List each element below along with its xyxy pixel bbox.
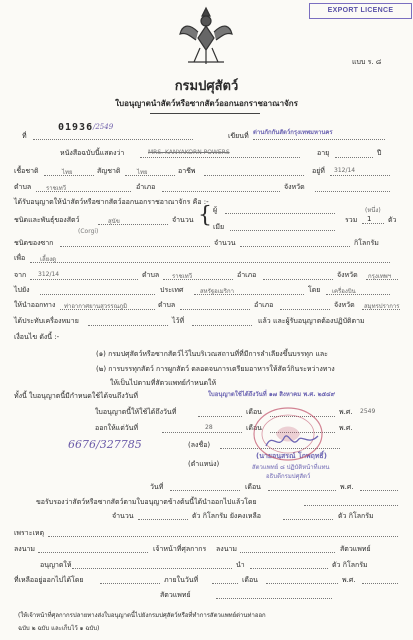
subdistrict-value: ราชเทวี — [46, 185, 67, 192]
male-label: ผู้ — [213, 206, 218, 214]
to-label: ไปยัง — [14, 286, 30, 294]
via-value: เครื่องบิน — [332, 288, 356, 295]
serial-suffix: /2549 — [93, 123, 114, 131]
carcass-amount-label: จำนวน — [214, 239, 236, 247]
purpose-value: เลี้ยงดู — [40, 256, 57, 263]
bring-label: นำ — [236, 561, 245, 569]
written-at-label: เขียนที่ — [228, 132, 249, 140]
exit-subdistrict-label: ตำบล — [158, 301, 176, 309]
kind-label: ชนิดและพันธุ์ของสัตว์ — [14, 216, 80, 224]
mark-label: ได้ประทับเครื่องหมาย — [14, 317, 79, 325]
position-label: (ตำแหน่ง) — [188, 460, 220, 468]
nationality-label: เชื้อชาติ — [14, 167, 39, 175]
issued-month-label: เดือน — [246, 424, 262, 432]
unit-kg-2: ตัว กิโลกรัม — [332, 561, 368, 569]
lower-day-label: วันที่ — [150, 483, 164, 491]
total-value: 1 — [367, 215, 372, 223]
from-subdistrict-label: ตำบล — [142, 271, 160, 279]
occupation-label: อาชีพ — [178, 167, 196, 175]
because-label: เพราะเหตุ — [14, 529, 45, 537]
mark-where-label: ไว้ที่ — [172, 317, 185, 325]
mark-tail: แล้ว และผู้รับอนุญาตต้องปฏิบัติตาม — [258, 317, 365, 325]
address-value: 312/14 — [334, 167, 356, 174]
signer-title-2: อธิบดีกรมปศุสัตว์ — [266, 473, 311, 480]
remaining-label: ที่เหลืออยู่ออกไปได้โดย — [14, 576, 84, 584]
page-title: กรมปศุสัตว์ — [174, 79, 239, 94]
garuda-emblem — [178, 4, 234, 66]
citizenship-label: สัญชาติ — [97, 167, 121, 175]
from-value: 312/14 — [38, 271, 60, 278]
from-subdistrict-value: ราชเทวี — [172, 273, 193, 280]
lower-amount-label: จำนวน — [112, 512, 134, 520]
valid-stamp: ใบอนุญาตใช้ได้ถึงวันที่ ๑๗ สิงหาคม พ.ศ. ๒๕๔๙ — [208, 391, 336, 398]
issued-label: ออกให้แต่วันที่ — [95, 424, 139, 432]
female-label: เมีย — [213, 223, 225, 231]
age-label: อายุ — [317, 149, 330, 157]
district-label: อำเภอ — [136, 183, 156, 191]
cert-value: MRS. KANYAKORN POWERS — [148, 149, 230, 156]
kg-label: กิโลกรัม — [354, 239, 379, 247]
vet-label: สัตวแพทย์ — [340, 545, 371, 553]
valid-year-value: 2549 — [360, 408, 376, 415]
kind-value: สุนัข — [108, 218, 120, 225]
citizenship-value: ไทย — [137, 169, 148, 176]
valid-tail: ใบอนุญาตนี้ให้ใช้ได้ถึงวันที่ — [95, 408, 177, 416]
from-district-label: อำเภอ — [237, 271, 257, 279]
via-label: โดย — [308, 286, 321, 294]
exit-province-value: สมุทรปราการ — [364, 303, 400, 310]
condition-1: (๑) กรมปศุสัตว์หรือซากสัตว์ไว้ในบริเวณสถานที่ที่มีการลำเลียงขึ้นบรรทุก และ — [96, 350, 328, 358]
sign-label: (ลงชื่อ) — [188, 441, 211, 449]
form-code: แบบ ร. ๘ — [352, 58, 382, 66]
purpose-label: เพื่อ — [14, 254, 26, 262]
lower-month-label-2: เดือน — [242, 576, 258, 584]
total-label: รวม — [345, 216, 358, 224]
subdistrict-label: ตำบล — [14, 183, 32, 191]
from-province-label: จังหวัด — [337, 271, 358, 279]
exit-province-label: จังหวัด — [334, 301, 355, 309]
request-line: ขอรับรองว่าสัตว์หรือซากสัตว์ตามใบอนุญาตข้างต้นนี้ได้นำออกไปแล้วโดย — [36, 498, 257, 506]
valid-label: ทั้งนี้ ใบอนุญาตนี้มีกำหนดใช้ได้จนถึงวันที่ — [14, 392, 138, 400]
lower-month-label: เดือน — [245, 483, 261, 491]
vet-label-2: สัตวแพทย์ — [160, 591, 191, 599]
signer-name: (นายอนุสรณ์ โกพฤทธิ์) — [256, 452, 327, 460]
signer-title: สัตวแพทย์ ๘ ปฏิบัติหน้าที่แทน — [252, 464, 330, 471]
signature — [262, 428, 322, 454]
brace: { — [198, 203, 212, 228]
vet-sign-label: ลงนาม — [216, 545, 238, 553]
from-label: จาก — [14, 271, 27, 279]
exit-label: ให้นำออกทาง — [14, 301, 56, 309]
from-province-value: กรุงเทพฯ — [368, 273, 392, 280]
kind-breed: (Corgi) — [78, 228, 99, 235]
permit-label: อนุญาตให้ — [40, 561, 72, 569]
lower-year-label: พ.ศ. — [340, 483, 354, 491]
lower-year-label-2: พ.ศ. — [342, 576, 356, 584]
exit-value: ท่าอากาศยานสุวรรณภูมิ — [64, 303, 128, 310]
issued-year-label: พ.ศ. — [339, 424, 353, 432]
address-label: อยู่ที่ — [312, 167, 325, 175]
to-country-value: สหรัฐอเมริกา — [200, 288, 234, 295]
title-rule — [150, 113, 260, 114]
serial-number: 01936 — [58, 122, 94, 133]
amount-label: จำนวน — [172, 216, 194, 224]
unit-label: ตัว — [388, 216, 397, 224]
handwritten-reference: 6676/327785 — [68, 438, 142, 451]
customs-official-label: เจ้าหน้าที่ศุลกากร — [153, 545, 207, 553]
lower-unit-kg-end: ตัว กิโลกรัม — [338, 512, 374, 520]
lower-unit-kg: ตัว กิโลกรัม ยังคงเหลือ — [192, 512, 261, 520]
unit-note: (หนึ่ง) — [365, 207, 381, 214]
valid-year-label: พ.ศ. — [339, 408, 353, 416]
footnote-2: ฉบับ ๒ ฉบับ และเก็บไว้ ๑ ฉบับ) — [18, 625, 100, 632]
no-label: ที่ — [22, 132, 27, 140]
permit-intro: ได้รับอนุญาตให้นำสัตว์หรือซากสัตว์ออกนอกราชอาณาจักร คือ :- — [14, 198, 209, 206]
valid-month-label: เดือน — [246, 408, 262, 416]
customs-sign-label: ลงนาม — [14, 545, 36, 553]
carcass-label: ชนิดของซาก — [14, 239, 54, 247]
condition-2a: (๒) การบรรทุกสัตว์ การผูกสัตว์ ตลอดจนการเตรียมอาหารให้สัตว์กินระหว่างทาง — [96, 365, 335, 373]
conditions-label: เงื่อนไข ดังนี้ :- — [14, 333, 60, 341]
export-licence-stamp: EXPORT LICENCE — [309, 3, 412, 19]
issued-day: 28 — [205, 424, 213, 431]
cert-label: หนังสือฉบับนี้แสดงว่า — [60, 149, 125, 157]
page-subtitle: ใบอนุญาตนำสัตว์หรือซากสัตว์ออกนอกราชอาณาจักร — [115, 99, 298, 108]
footnote-1: (ให้เจ้าหน้าที่ศุลกากรปลายทางส่งใบอนุญาตนี้ไปยังกรมปศุสัตว์หรือที่ทำการสัตวแพทย์ด่านท่าออก — [18, 612, 266, 619]
year-label: ปี — [377, 149, 382, 157]
nationality-value: ไทย — [62, 169, 73, 176]
exit-district-label: อำเภอ — [254, 301, 274, 309]
province-label: จังหวัด — [284, 183, 305, 191]
to-country-label: ประเทศ — [160, 286, 184, 294]
within-label: ภายในวันที่ — [164, 576, 199, 584]
condition-2b: ให้เป็นไปตามที่สัตวแพทย์กำหนดให้ — [110, 379, 217, 387]
written-at-value: ด่านกักกันสัตว์กรุงเทพมหานคร — [253, 129, 333, 136]
